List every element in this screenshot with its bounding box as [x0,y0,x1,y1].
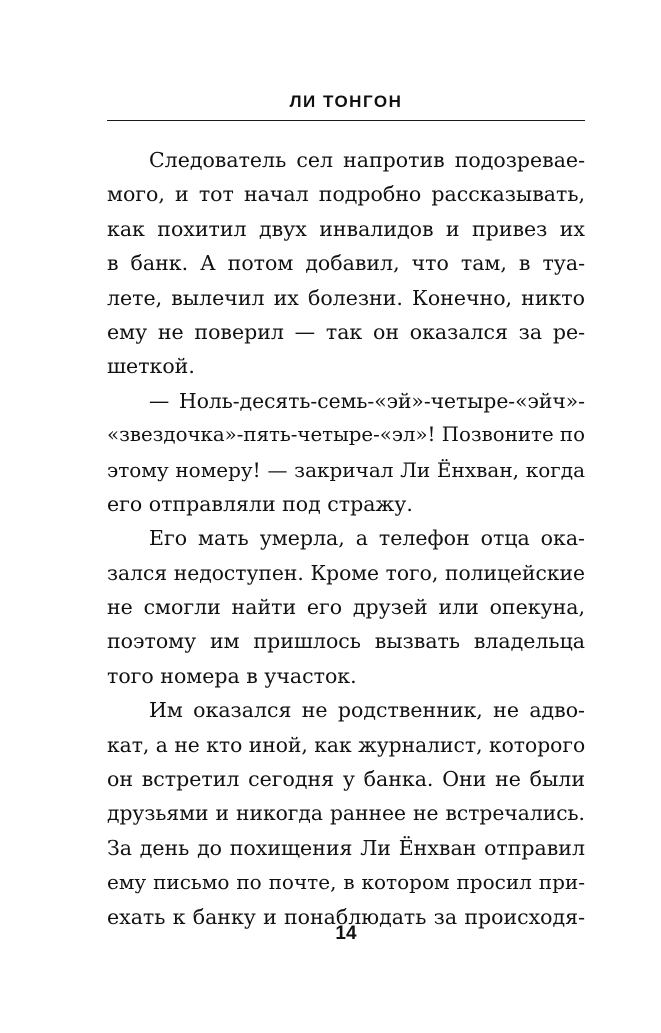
text-line: его отправляли под стражу. [107,491,413,516]
text-line: За день до похищения Ли Ёнхван отправил [107,835,585,860]
text-line: Его мать умерла, а телефон отца ока- [149,526,585,551]
running-header: ЛИ ТОНГОН [289,92,403,111]
text-line: Им оказался не родственник, не адво- [149,698,585,723]
text-line: ему письмо по почте, в котором просил при- [107,870,585,895]
text-line: ему не поверил — так он оказался за ре- [107,319,585,344]
header-rule [107,120,585,121]
text-line: лете, вылечил их болезни. Конечно, никто [107,285,585,310]
text-line: ехать к банку и понаблюдать за происходя- [107,904,585,929]
paragraph-4 [107,693,585,934]
text-line: этому номеру! — закричал Ли Ёнхван, когда [107,457,585,482]
text-line: кат, а не кто иной, как журналист, которого [107,732,586,757]
text-line: друзьями и никогда раннее не встречались. [107,801,585,826]
text-line: не смогли найти его друзей или опекуна, [107,595,585,620]
paragraph-3 [107,521,585,693]
paragraph-1 [107,143,585,384]
text-line: он встретил сегодня у банка. Они не были [107,767,585,792]
text-line: — Ноль-десять-семь-«эй»-четыре-«эйч»- [149,388,585,413]
text-line: Следователь сел напротив подозревае- [149,148,585,172]
text-line: поэтому им пришлось вызвать владельца [107,629,585,654]
paragraph-2 [107,384,585,522]
text-line: шеткой. [107,354,195,379]
text-line: мого, и тот начал подробно рассказывать, [107,182,585,207]
text-line: в банк. А потом добавил, что там, в туа- [107,251,585,276]
text-line: как похитил двух инвалидов и привез их [107,216,585,241]
text-line: зался недоступен. Кроме того, полицейские [107,560,585,585]
page-number: 14 [335,923,357,944]
text-line: «звездочка»-пять-четыре-«эл»! Позвоните по [107,423,585,447]
page-body [107,143,585,934]
text-line: того номера в участок. [107,663,357,688]
